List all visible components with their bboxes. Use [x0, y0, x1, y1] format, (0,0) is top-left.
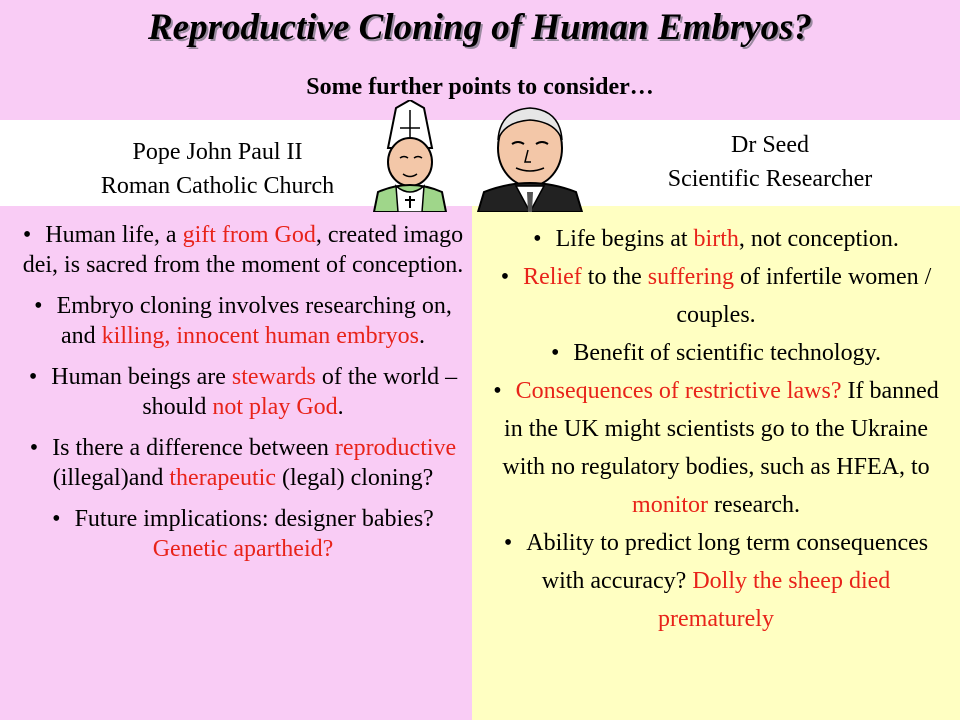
left-point — [22, 291, 464, 351]
point-text: research. — [708, 492, 800, 518]
highlight-text: stewards — [231, 364, 316, 390]
highlight-text: killing, innocent human embryos — [101, 323, 419, 349]
highlight-text: reproductive — [334, 435, 457, 461]
point-text: (legal) cloning? — [275, 465, 434, 491]
speaker-left — [40, 135, 395, 203]
point-text: If banned in the UK might scientists go to the Ukraine with no regulatory bodies, such as HFEA, to — [502, 378, 939, 480]
left-point-list — [0, 206, 472, 564]
bullet-icon: • — [503, 530, 513, 556]
right-point — [482, 334, 950, 372]
left-point — [22, 220, 464, 280]
point-text: , not conception. — [738, 226, 899, 252]
speaker-left-role: Roman Catholic Church — [100, 173, 335, 199]
point-text: Human beings are — [51, 364, 232, 390]
highlight-text: not play God — [212, 394, 338, 420]
speaker-right-name: Dr Seed — [731, 132, 809, 158]
point-text: . — [337, 394, 344, 420]
page-title: Reproductive Cloning of Human Embryos? — [147, 7, 812, 48]
right-point — [482, 372, 950, 524]
bullet-icon: • — [52, 506, 61, 532]
highlight-text: Genetic apartheid? — [152, 536, 334, 562]
page-subtitle: Some further points to consider… — [306, 74, 654, 100]
highlight-text: Dolly the sheep died prematurely — [658, 568, 891, 632]
right-point — [482, 220, 950, 258]
point-text: Embryo cloning involves researching on, and — [56, 293, 452, 349]
right-point-list — [472, 206, 960, 638]
highlight-text: gift from God — [182, 222, 316, 248]
speaker-right — [600, 128, 940, 196]
highlight-text: monitor — [632, 492, 709, 518]
point-text: of the world – should — [142, 364, 458, 420]
right-panel — [472, 206, 960, 720]
left-point — [22, 433, 464, 493]
right-point — [482, 524, 950, 638]
bullet-icon: • — [550, 340, 560, 366]
bullet-icon: • — [500, 264, 510, 290]
point-text: Ability to predict long term consequences with accuracy? — [526, 530, 929, 594]
bullet-icon: • — [22, 222, 32, 248]
highlight-text: birth — [693, 226, 739, 252]
speaker-left-name: Pope John Paul II — [132, 139, 303, 165]
highlight-text: suffering — [647, 264, 734, 290]
point-text: Human life, a — [45, 222, 183, 248]
bullet-icon: • — [29, 435, 39, 461]
bullet-icon: • — [28, 364, 38, 390]
point-text: to the — [581, 264, 648, 290]
right-point — [482, 258, 950, 334]
dr-seed-illustration — [478, 108, 582, 212]
point-text: Is there a difference between — [52, 435, 335, 461]
highlight-text: therapeutic — [169, 465, 276, 491]
point-text: of infertile women / couples. — [676, 264, 932, 328]
cartoon-figures — [370, 100, 600, 212]
point-text: (illegal)and — [52, 465, 170, 491]
speaker-right-role: Scientific Researcher — [667, 166, 873, 192]
left-panel — [0, 206, 472, 720]
left-point — [22, 362, 464, 422]
bullet-icon: • — [34, 293, 43, 319]
point-text: Future implications: designer babies? — [74, 506, 434, 532]
pope-illustration — [374, 100, 446, 212]
highlight-text: Consequences of restrictive laws? — [515, 378, 842, 404]
highlight-text: Relief — [523, 264, 582, 290]
bullet-icon: • — [493, 378, 502, 404]
point-text: , created imago dei, is sacred from the moment of conception. — [22, 222, 464, 278]
point-text: Life begins at — [555, 226, 694, 252]
point-text: Benefit of scientific technology. — [573, 340, 882, 366]
bullet-icon: • — [533, 226, 542, 252]
point-text: . — [418, 323, 425, 349]
left-point — [22, 504, 464, 564]
